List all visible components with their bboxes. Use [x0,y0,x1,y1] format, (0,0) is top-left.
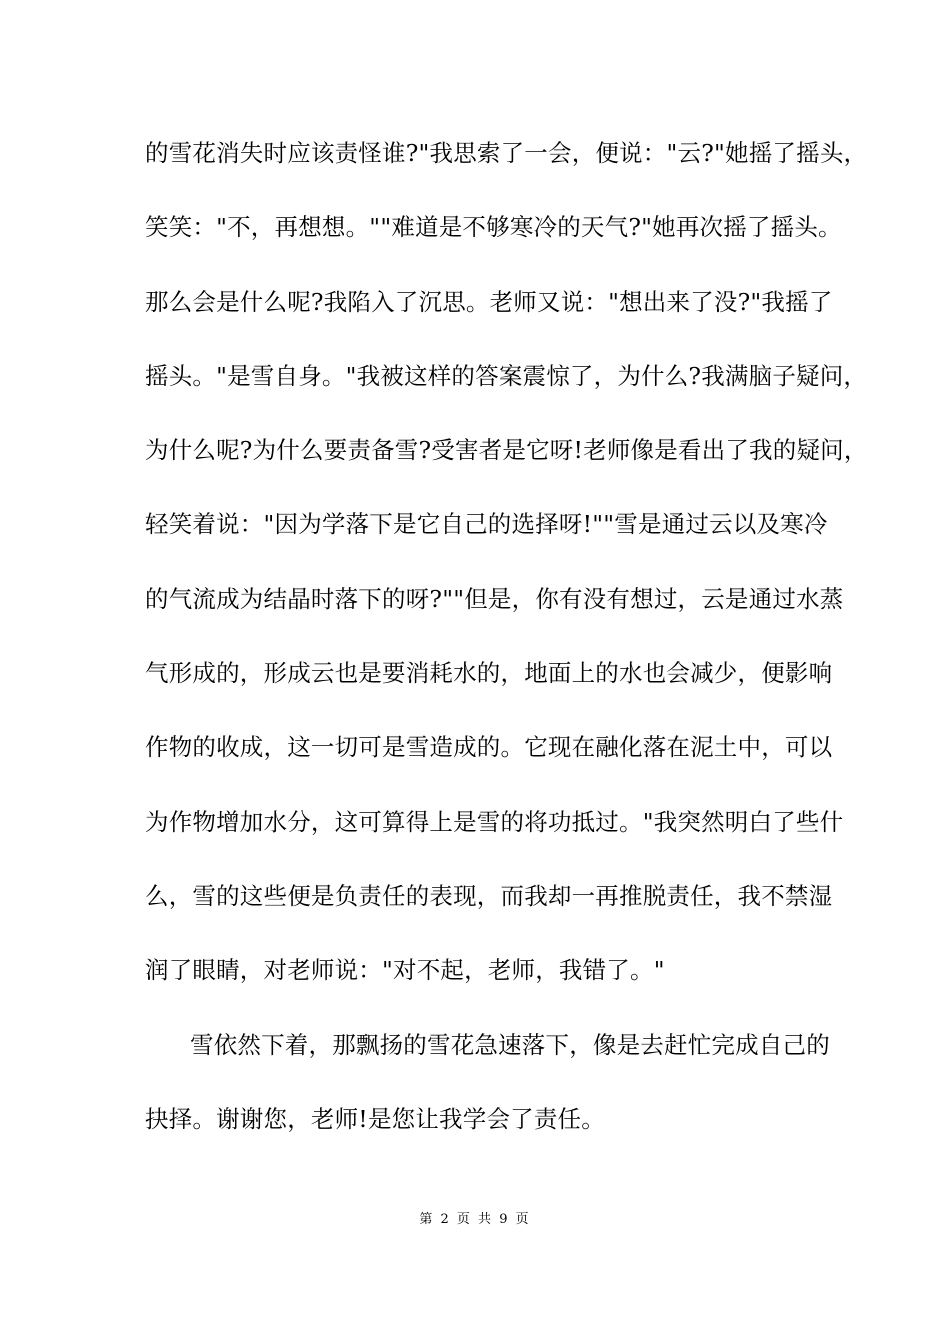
text-line-12: 润了眼睛，对老师说："对不起，老师，我错了。" [145,956,665,985]
text-line-6: 轻笑着说："因为学落下是它自己的选择呀!""雪是通过云以及寒冷 [145,510,828,539]
text-line-2: 笑笑："不，再想想。""难道是不够寒冷的天气?"她再次摇了摇头。 [145,213,842,242]
page-footer: 第 2 页 共 9 页 [419,1212,531,1227]
text-line-3: 那么会是什么呢?我陷入了沉思。老师又说："想出来了没?"我摇了 [145,287,833,316]
text-line-8: 气形成的，形成云也是要消耗水的，地面上的水也会减少，便影响 [145,659,833,688]
text-line-13: 雪依然下着，那飘扬的雪花急速落下，像是去赶忙完成自己的 [190,1030,830,1059]
text-line-5: 为什么呢?为什么要责备雪?受害者是它呀!老师像是看出了我的疑问， [145,436,868,465]
text-line-7: 的气流成为结晶时落下的呀?""但是，你有没有想过，云是通过水蒸 [145,584,844,613]
text-line-9: 作物的收成，这一切可是雪造成的。它现在融化落在泥土中，可以 [145,733,833,762]
body-text [145,128,868,1168]
text-line-10: 为作物增加水分，这可算得上是雪的将功抵过。"我突然明白了些什 [145,807,844,836]
text-line-4: 摇头。"是雪自身。"我被这样的答案震惊了，为什么?我满脑子疑问， [145,361,868,390]
text-line-1: 的雪花消失时应该责怪谁?"我思索了一会，便说："云?"她摇了摇头， [145,139,868,167]
text-line-14: 抉择。谢谢您，老师!是您让我学会了责任。 [145,1104,605,1133]
text-line-11: 么，雪的这些便是负责任的表现，而我却一再推脱责任，我不禁湿 [145,881,833,910]
